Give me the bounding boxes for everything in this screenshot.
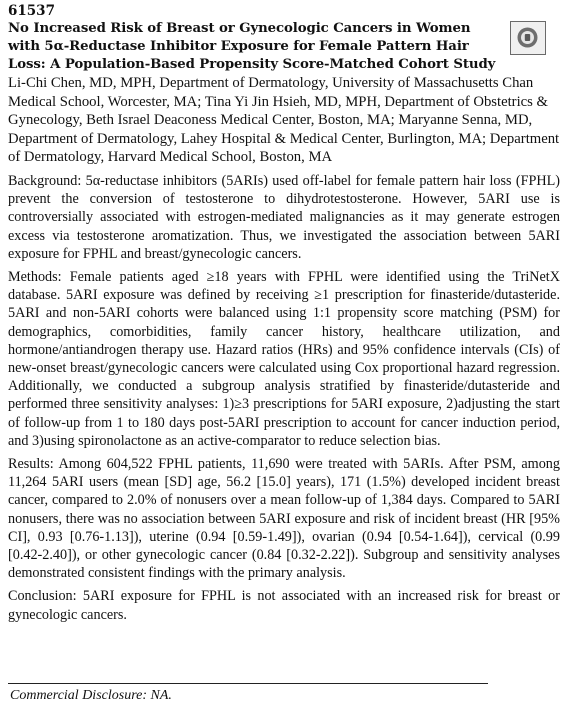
commercial-disclosure: Commercial Disclosure: NA.: [10, 688, 172, 703]
methods-paragraph: Methods: Female patients aged ≥18 years with FPHL were identified using the TriNetX database. 5ARI exposure was defined by receiving ≥1 prescription for finasteride/dutasteride. 5ARI and non-5ARI cohorts were balanced using 1:1 propensity score matching (PSM) for demographics, comorbidities, family cancer history, healthcare utilization, and hormone/antiandrogen therapy use. Hazard ratios (HRs) and 95% confidence intervals (CIs) of new-onset breast/gynecologic cancers were calculated using Cox proportional hazard regression. Additionally, we conducted a subgroup analysis stratified by finasteride/dutasteride and performed three sensitivity analyses: 1)≥3 prescriptions for 5ARI exposure, 2)adjusting the start of follow-up from 1 to 180 days post-5ARI prescription to account for cancer induction period, and 3)using spironolactone as an active-comparator to reduce selection bias.: [8, 268, 560, 449]
author-affiliations: Li-Chi Chen, MD, MPH, Department of Dermatology, University of Massachusetts Chan Medical School, Worcester, MA; Tina Yi Jin Hsieh, MD, MPH, Department of Obstetrics & Gynecology, Beth Israel Deaconess Medical Center, Boston, MA; Maryanne Senna, MD, Department of Dermatology, Lahey Hospital & Medical Center, Burlington, MA; Department of Dermatology, Harvard Medical School, Boston, MA: [8, 75, 560, 166]
audio-badge-icon[interactable]: [510, 21, 546, 55]
disclosure-divider: [8, 683, 488, 684]
conclusion-paragraph: Conclusion: 5ARI exposure for FPHL is not associated with an increased risk for breast or gynecologic cancers.: [8, 588, 560, 623]
abstract-number: 61537: [8, 3, 55, 19]
background-paragraph: Background: 5α-reductase inhibitors (5ARIs) used off-label for female pattern hair loss (FPHL) prevent the conversion of testosterone to dihydrotestosterone. However, 5ARI use is controversially associated with estrogen-mediated malignancies as it may generate estrogen excess via testosterone aromatization. Thus, we investigated the association between 5ARI exposure for FPHL and breast/gynecologic cancers.: [8, 172, 560, 262]
results-paragraph: Results: Among 604,522 FPHL patients, 11,690 were treated with 5ARIs. After PSM, among 11,264 5ARI users (mean [SD] age, 56.2 [15.0] years), 171 (1.5%) developed incident breast cancer, compared to 2.0% of nonusers over a mean follow-up of 1,384 days. Compared to 5ARI nonusers, there was no association between 5ARI exposure and risk of incident breast (HR [95% CI], 0.93 [0.76-1.13]), uterine (0.94 [0.59-1.49]), ovarian (0.94 [0.54-1.64]), cervical (0.99 [0.42-2.40]), or other gynecologic cancer (0.84 [0.32-2.22]). Subgroup and sensitivity analyses demonstrated consistent findings with the primary analysis.: [8, 456, 560, 582]
abstract-page: [8, 0, 560, 624]
abstract-title: No Increased Risk of Breast or Gynecologic Cancers in Women with 5α-Reductase Inhibitor Exposure for Female Pattern Hair Loss: A Population-Based Propensity Score-Matched Cohort Study: [8, 21, 496, 72]
